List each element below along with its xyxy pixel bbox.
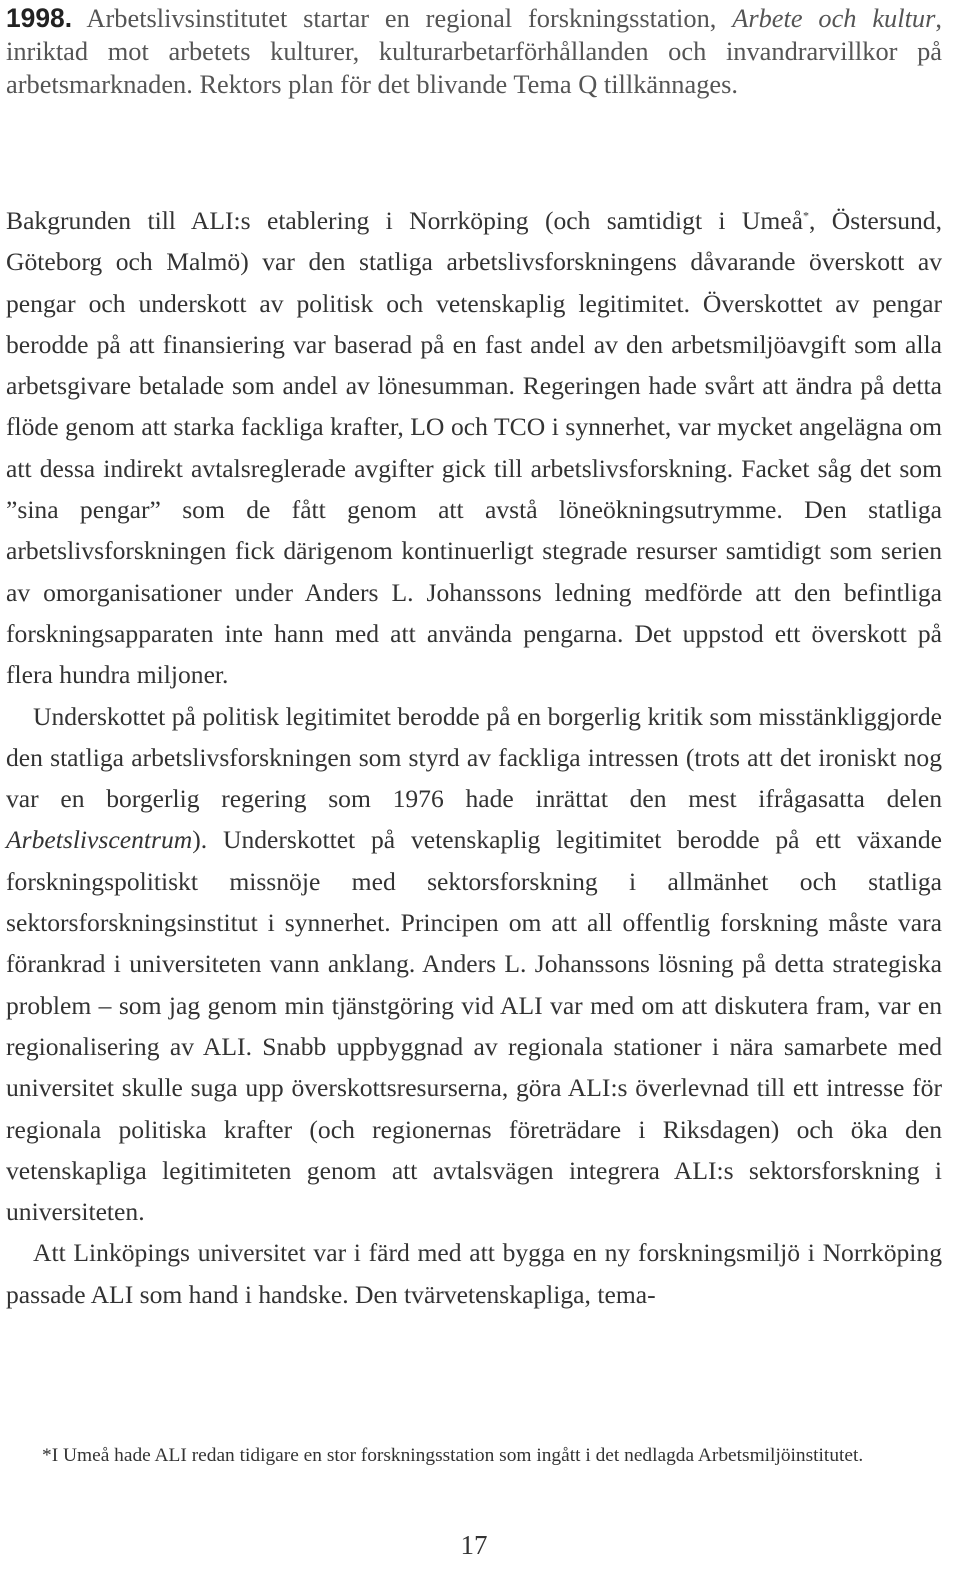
entry-text-2: , inriktad mot arbetets kulturer, kulturarbetarförhållanden och invandrarvillkor på arbetsmarknaden. Rektors plan för det blivande Tema Q tillkännages. <box>6 3 942 99</box>
entry-italic-title: Arbete och kultur <box>732 3 936 33</box>
footnote-text: I Umeå hade ALI redan tidigare en stor forskningsstation som ingått i det nedlagda Arbetsmiljöinstitutet. <box>51 1445 864 1466</box>
paragraph-2-italic: Arbetslivscentrum <box>6 825 193 855</box>
body-text <box>6 200 942 1315</box>
footnote-reference: * <box>803 208 810 223</box>
paragraph-1-part-a: Bakgrunden till ALI:s etablering i Norrköping (och samtidigt i Umeå <box>6 206 804 235</box>
entry-text-1: Arbetslivsinstitutet startar en regional forskningsstation, <box>72 3 733 33</box>
paragraph-2 <box>6 696 942 1233</box>
page-number: 17 <box>460 1530 488 1560</box>
entry-year: 1998. <box>6 3 73 33</box>
paragraph-2-part-a: Underskottet på politisk legitimitet berodde på en borgerlig kritik som misstänkliggjorde den statliga arbetslivsforskningen som styrd av fackliga intressen (trots att det ironiskt nog var en borgerlig regering som 1976 hade inrättat den mest ifrågasatta delen <box>6 701 942 814</box>
paragraph-2-part-b: ). Underskottet på vetenskaplig legitimitet berodde på ett växande forskningspolitiskt missnöje med sektorsforskning i allmänhet och statliga sektorsforskningsinstitut i synnerhet. Principen om att all offentlig forskning måste vara förankrad i universiteten vann anklang. Anders L. Johanssons lösning på detta strategiska problem – som jag genom min tjänstgöring vid ALI var med om att diskutera fram, var en regionalisering av ALI. Snabb uppbyggnad av regionala stationer i nära samarbete med universitet skulle suga upp överskottsresurserna, göra ALI:s överlevnad till ett intresse för regionala politiska krafter (och regionernas företrädare i Riksdagen) och öka den vetenskapliga legitimiteten genom att avtalsvägen integrera ALI:s sektorsforskning i universiteten. <box>6 825 942 1227</box>
paragraph-1 <box>6 200 942 696</box>
paragraph-1-part-b: , Östersund, Göteborg och Malmö) var den statliga arbetslivsforskningens dåvarande överskott av pengar och underskott av politisk och vetenskaplig legitimitet. Överskottet av pengar berodde på att finansiering var baserad på en fast andel av den arbetsmiljöavgift som alla arbetsgivare betalade som andel av lönesumman. Regeringen hade svårt att ändra på detta flöde genom att starka fackliga krafter, LO och TCO i synnerhet, var mycket angelägna om att dessa indirekt avtalsreglerade avgifter gick till arbetslivsforskning. Facket såg det som ”sina pengar” som de fått genom att avstå löneökningsutrymme. Den statliga arbetslivsforskningen fick därigenom kontinuerligt stegrade resurser samtidigt som serien av omorganisationer under Anders L. Johanssons ledning medförde att den befintliga forskningsapparaten inte hann med att använda pengarna. Det uppstod ett överskott på flera hundra miljoner. <box>6 206 942 690</box>
footnote <box>6 1440 942 1471</box>
footnote-marker: * <box>42 1445 52 1466</box>
chronology-entry <box>6 2 942 101</box>
paragraph-3: Att Linköpings universitet var i färd med att bygga en ny forskningsmiljö i Norrköping passade ALI som hand i handske. Den tvärvetenskapliga, tema- <box>6 1238 942 1309</box>
